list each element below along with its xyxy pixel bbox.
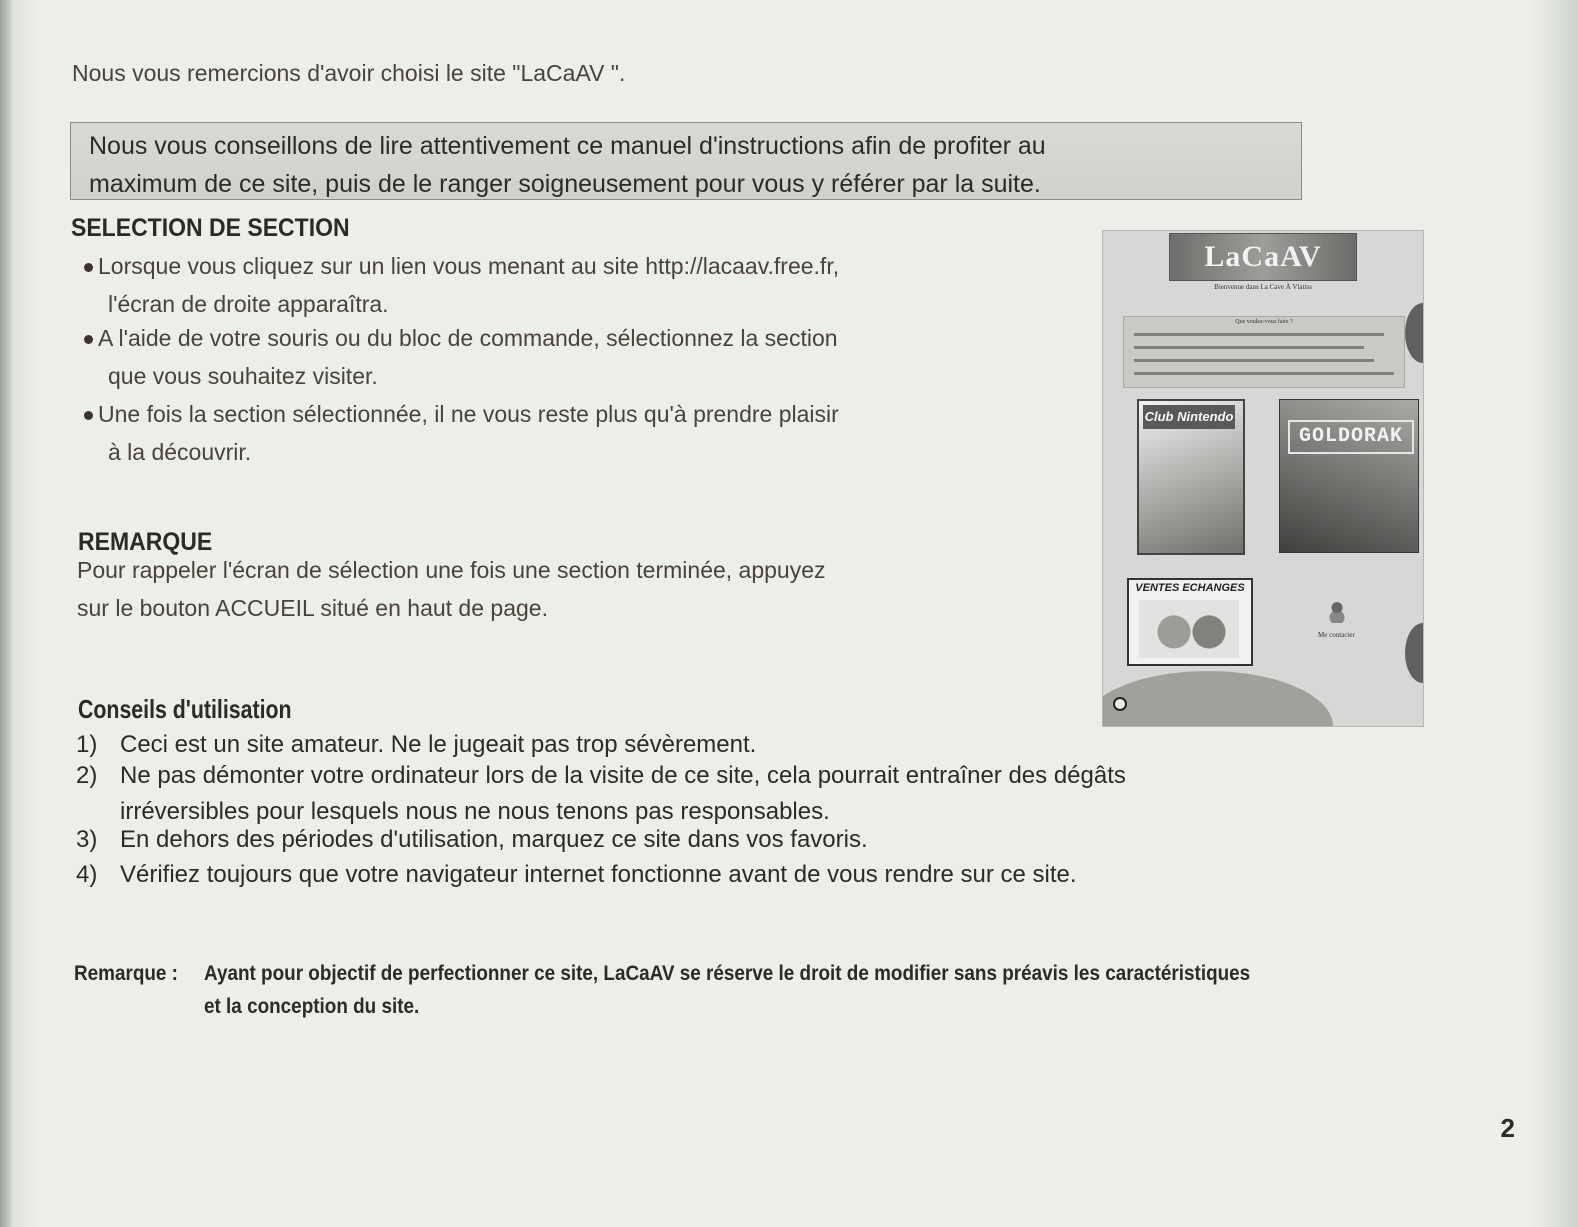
site-welcome-text: Bienvenue dans La Cave À Vlatiss: [1214, 283, 1312, 291]
menu-line: [1134, 359, 1374, 362]
tip-4: [76, 858, 1476, 892]
goldorak-cover: [1279, 399, 1419, 553]
conseils-heading: Conseils d'utilisation: [78, 694, 292, 724]
menu-line: [1134, 346, 1364, 349]
bullet-3-line-2: à la découvrir.: [108, 439, 252, 465]
tip-3: [76, 823, 1476, 857]
notice-box: [70, 122, 1302, 200]
site-menu-title: Que voulez-vous faire ?: [1235, 319, 1293, 325]
tip-2-line-1: Ne pas démonter votre ordinateur lors de la visite de ce site, cela pourrait entraîner des dégâts: [120, 762, 1126, 789]
page-number: 2: [1500, 1113, 1515, 1143]
club-nintendo-title: Club Nintendo: [1143, 405, 1235, 429]
site-logo: LaCaAV: [1169, 233, 1357, 281]
bullet-2: [84, 319, 1084, 395]
page-spine: [0, 0, 12, 1227]
remarque-text: [77, 551, 1077, 627]
bullet-dot-icon: [84, 411, 93, 420]
ventes-echanges-box: [1127, 578, 1253, 666]
bullet-1: [84, 247, 1084, 323]
decorative-hill: [1102, 671, 1333, 727]
remarque-heading: REMARQUE: [78, 528, 213, 556]
notice-line-1: Nous vous conseillons de lire attentivement ce manuel d'instructions afin de profiter au: [89, 132, 1046, 160]
bullet-dot-icon: [84, 263, 93, 272]
menu-line: [1134, 333, 1384, 336]
bullet-2-line-2: que vous souhaitez visiter.: [108, 363, 378, 389]
tip-1-number: 1): [76, 731, 98, 758]
bullet-2-line-1: A l'aide de votre souris ou du bloc de commande, sélectionnez la section: [98, 325, 838, 351]
decorative-arc: [1405, 623, 1424, 683]
tip-1-line-1: Ceci est un site amateur. Ne le jugeait pas trop sévèrement.: [120, 731, 757, 758]
ventes-echanges-art: [1139, 600, 1239, 658]
tip-1: [76, 728, 1476, 762]
tip-3-number: 3): [76, 826, 98, 853]
conseils-list: [76, 728, 1476, 892]
bullet-dot-icon: [84, 335, 93, 344]
selection-heading: SELECTION DE SECTION: [71, 214, 350, 242]
website-screenshot: [1102, 230, 1424, 727]
notice-line-2: maximum de ce site, puis de le ranger soigneusement pour vous y référer par la suite.: [89, 170, 1041, 198]
tip-2: [76, 759, 1476, 829]
footnote-label: Remarque :: [74, 962, 178, 985]
tip-2-number: 2): [76, 762, 98, 789]
bullet-3-line-1: Une fois la section sélectionnée, il ne vous reste plus qu'à prendre plaisir: [98, 401, 839, 427]
bullet-1-line-2: l'écran de droite apparaîtra.: [108, 291, 389, 317]
tip-2-line-2: irréversibles pour lesquels nous ne nous tenons pas responsables.: [120, 798, 830, 825]
tip-4-line-1: Vérifiez toujours que votre navigateur internet fonctionne avant de vous rendre sur ce site.: [120, 861, 1077, 888]
tip-3-line-1: En dehors des périodes d'utilisation, marquez ce site dans vos favoris.: [120, 826, 868, 853]
footnote-text: [204, 957, 1473, 1023]
remarque-line-1: Pour rappeler l'écran de sélection une fois une section terminée, appuyez: [77, 557, 826, 583]
mario-icon: [1329, 601, 1345, 623]
contact-label: Me contacter: [1318, 631, 1355, 639]
goldorak-title: GOLDORAK: [1288, 420, 1414, 454]
footnote-line-2: et la conception du site.: [204, 995, 420, 1018]
bullet-1-line-1: Lorsque vous cliquez sur un lien vous menant au site http://lacaav.free.fr,: [98, 253, 840, 279]
club-nintendo-cover: [1137, 399, 1245, 555]
remarque-line-2: sur le bouton ACCUEIL situé en haut de page.: [77, 595, 548, 621]
menu-line: [1134, 372, 1394, 375]
power-icon: [1113, 697, 1127, 711]
bullet-3: [84, 395, 1084, 471]
intro-text: Nous vous remercions d'avoir choisi le site "LaCaAV ".: [72, 60, 626, 86]
selection-bullets: [84, 247, 1084, 471]
tip-4-number: 4): [76, 861, 98, 888]
ventes-echanges-title: VENTES ECHANGES: [1135, 582, 1245, 594]
footnote-line-1: Ayant pour objectif de perfectionner ce site, LaCaAV se réserve le droit de modifier sans préavis les caractéristiques: [204, 962, 1251, 985]
decorative-arc: [1405, 303, 1424, 363]
site-menu: [1123, 316, 1405, 388]
